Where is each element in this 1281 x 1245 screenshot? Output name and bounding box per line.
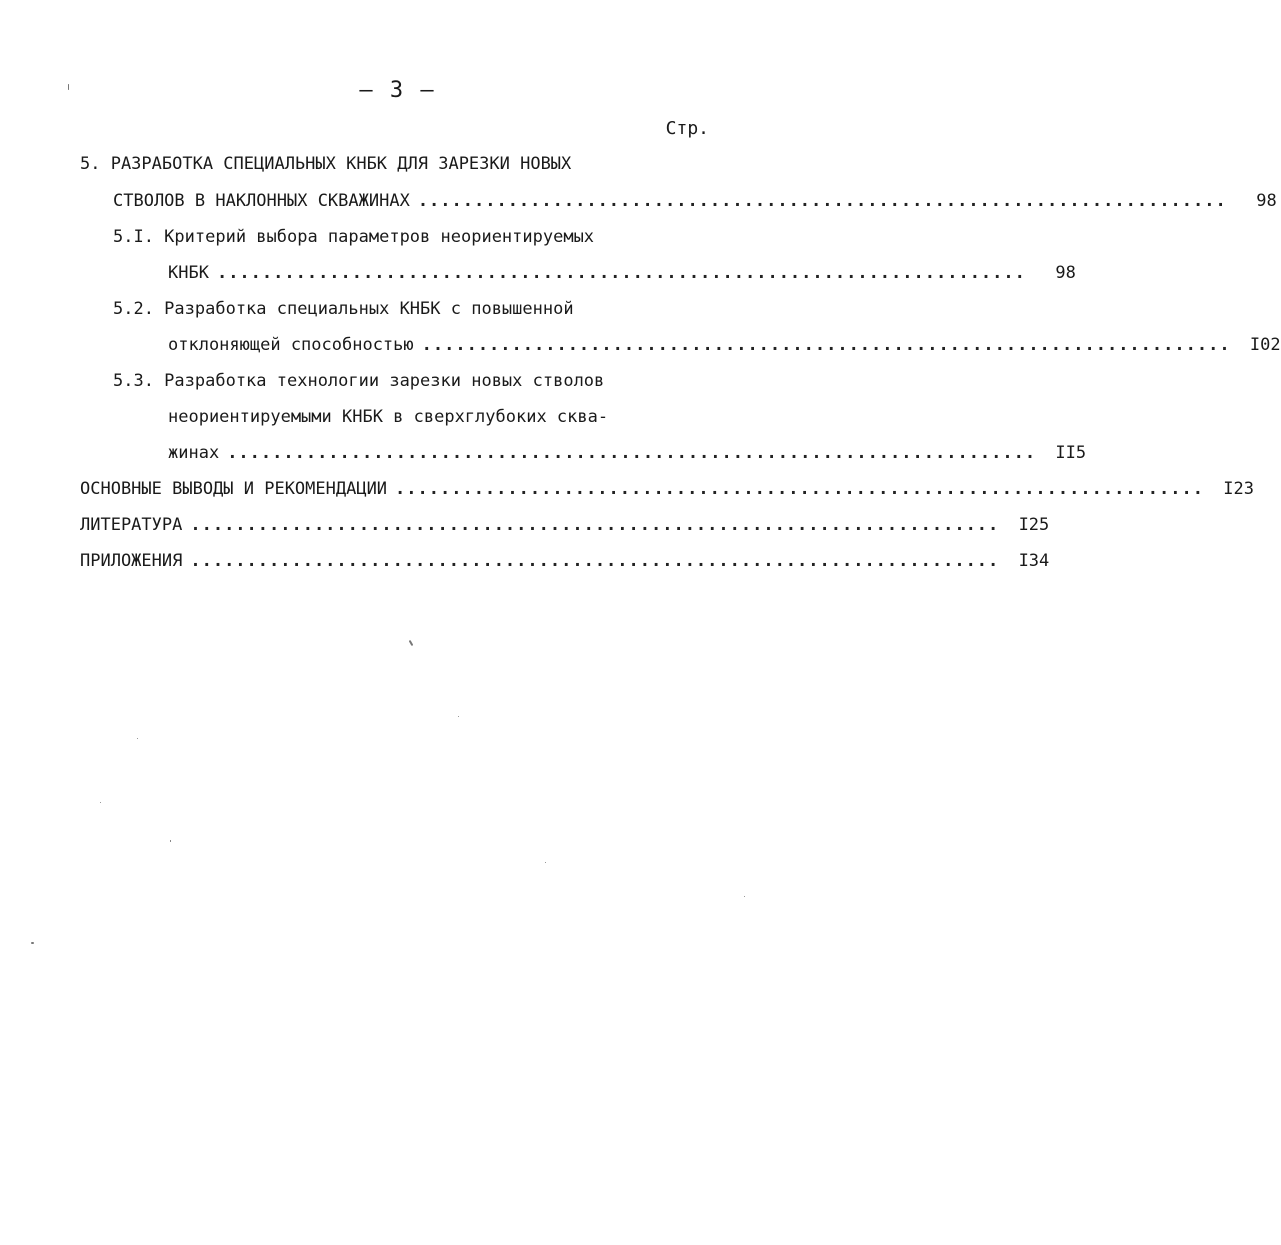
dot-leader: ........................................................................ xyxy=(216,263,1026,283)
scan-speck xyxy=(100,802,101,803)
scan-speck xyxy=(458,716,459,717)
scan-speck xyxy=(170,840,171,842)
toc-entry-conclusions[interactable] xyxy=(80,477,1254,501)
toc-entry-appendices[interactable] xyxy=(80,549,1050,573)
toc-entry-appendices-page: I34 xyxy=(1018,551,1050,571)
toc-entry-5-3-line2: неориентируемыми КНБК в сверхглубоких сква- xyxy=(168,407,609,427)
page-column-label: Стр. xyxy=(665,118,709,139)
toc-entry-5-2-line2: отклоняющей способностью xyxy=(168,335,414,355)
toc-entry-5-3[interactable] xyxy=(168,441,1087,465)
dot-leader: ........................................................................ xyxy=(190,515,1000,535)
toc-entry-literature[interactable] xyxy=(80,513,1050,537)
dot-leader: ........................................................................ xyxy=(190,551,1000,571)
dot-leader: ........................................................................ xyxy=(227,443,1037,463)
toc-entry-5-1-page: 98 xyxy=(1055,263,1076,283)
toc-entry-5-3-page: II5 xyxy=(1055,443,1087,463)
toc-entry-5-1-line2: КНБК xyxy=(168,263,209,283)
toc-entry-5-3-line3: жинах xyxy=(168,443,220,463)
page-number: – 3 – xyxy=(359,78,436,103)
toc-entry-5-line2: СТВОЛОВ В НАКЛОННЫХ СКВАЖИНАХ xyxy=(113,191,410,211)
toc-entry-conclusions-page: I23 xyxy=(1223,479,1254,499)
dot-leader: ........................................................................ xyxy=(417,191,1227,211)
scan-speck xyxy=(137,738,138,739)
toc-entry-5-3-line1: 5.3. Разработка технологии зарезки новых стволов xyxy=(113,371,605,391)
toc-entry-literature-label: ЛИТЕРАТУРА xyxy=(80,515,183,535)
toc-entry-5-1[interactable] xyxy=(168,261,1076,285)
toc-entry-5-2-line1: 5.2. Разработка специальных КНБК с повышенной xyxy=(113,299,574,319)
dot-leader: ........................................................................ xyxy=(421,335,1231,355)
toc-entry-5-2-page: I02 xyxy=(1249,335,1281,355)
scan-speck xyxy=(744,896,745,897)
toc-entry-5-page: 98 xyxy=(1256,191,1277,211)
scan-speck xyxy=(409,640,414,646)
scan-speck xyxy=(31,942,34,944)
toc-entry-conclusions-label: ОСНОВНЫЕ ВЫВОДЫ И РЕКОМЕНДАЦИИ xyxy=(80,479,388,499)
toc-entry-appendices-label: ПРИЛОЖЕНИЯ xyxy=(80,551,183,571)
toc-entry-5[interactable] xyxy=(113,189,1277,213)
toc-entry-literature-page: I25 xyxy=(1018,515,1050,535)
toc-entry-5-2[interactable] xyxy=(168,333,1281,357)
toc-entry-5-1-line1: 5.I. Критерий выбора параметров неориентируемых xyxy=(113,227,595,247)
scan-speck xyxy=(545,862,546,863)
scan-speck xyxy=(68,84,69,90)
dot-leader: ........................................................................ xyxy=(395,479,1204,499)
toc-entry-5-line1: 5. РАЗРАБОТКА СПЕЦИАЛЬНЫХ КНБК ДЛЯ ЗАРЕЗКИ НОВЫХ xyxy=(80,154,572,174)
